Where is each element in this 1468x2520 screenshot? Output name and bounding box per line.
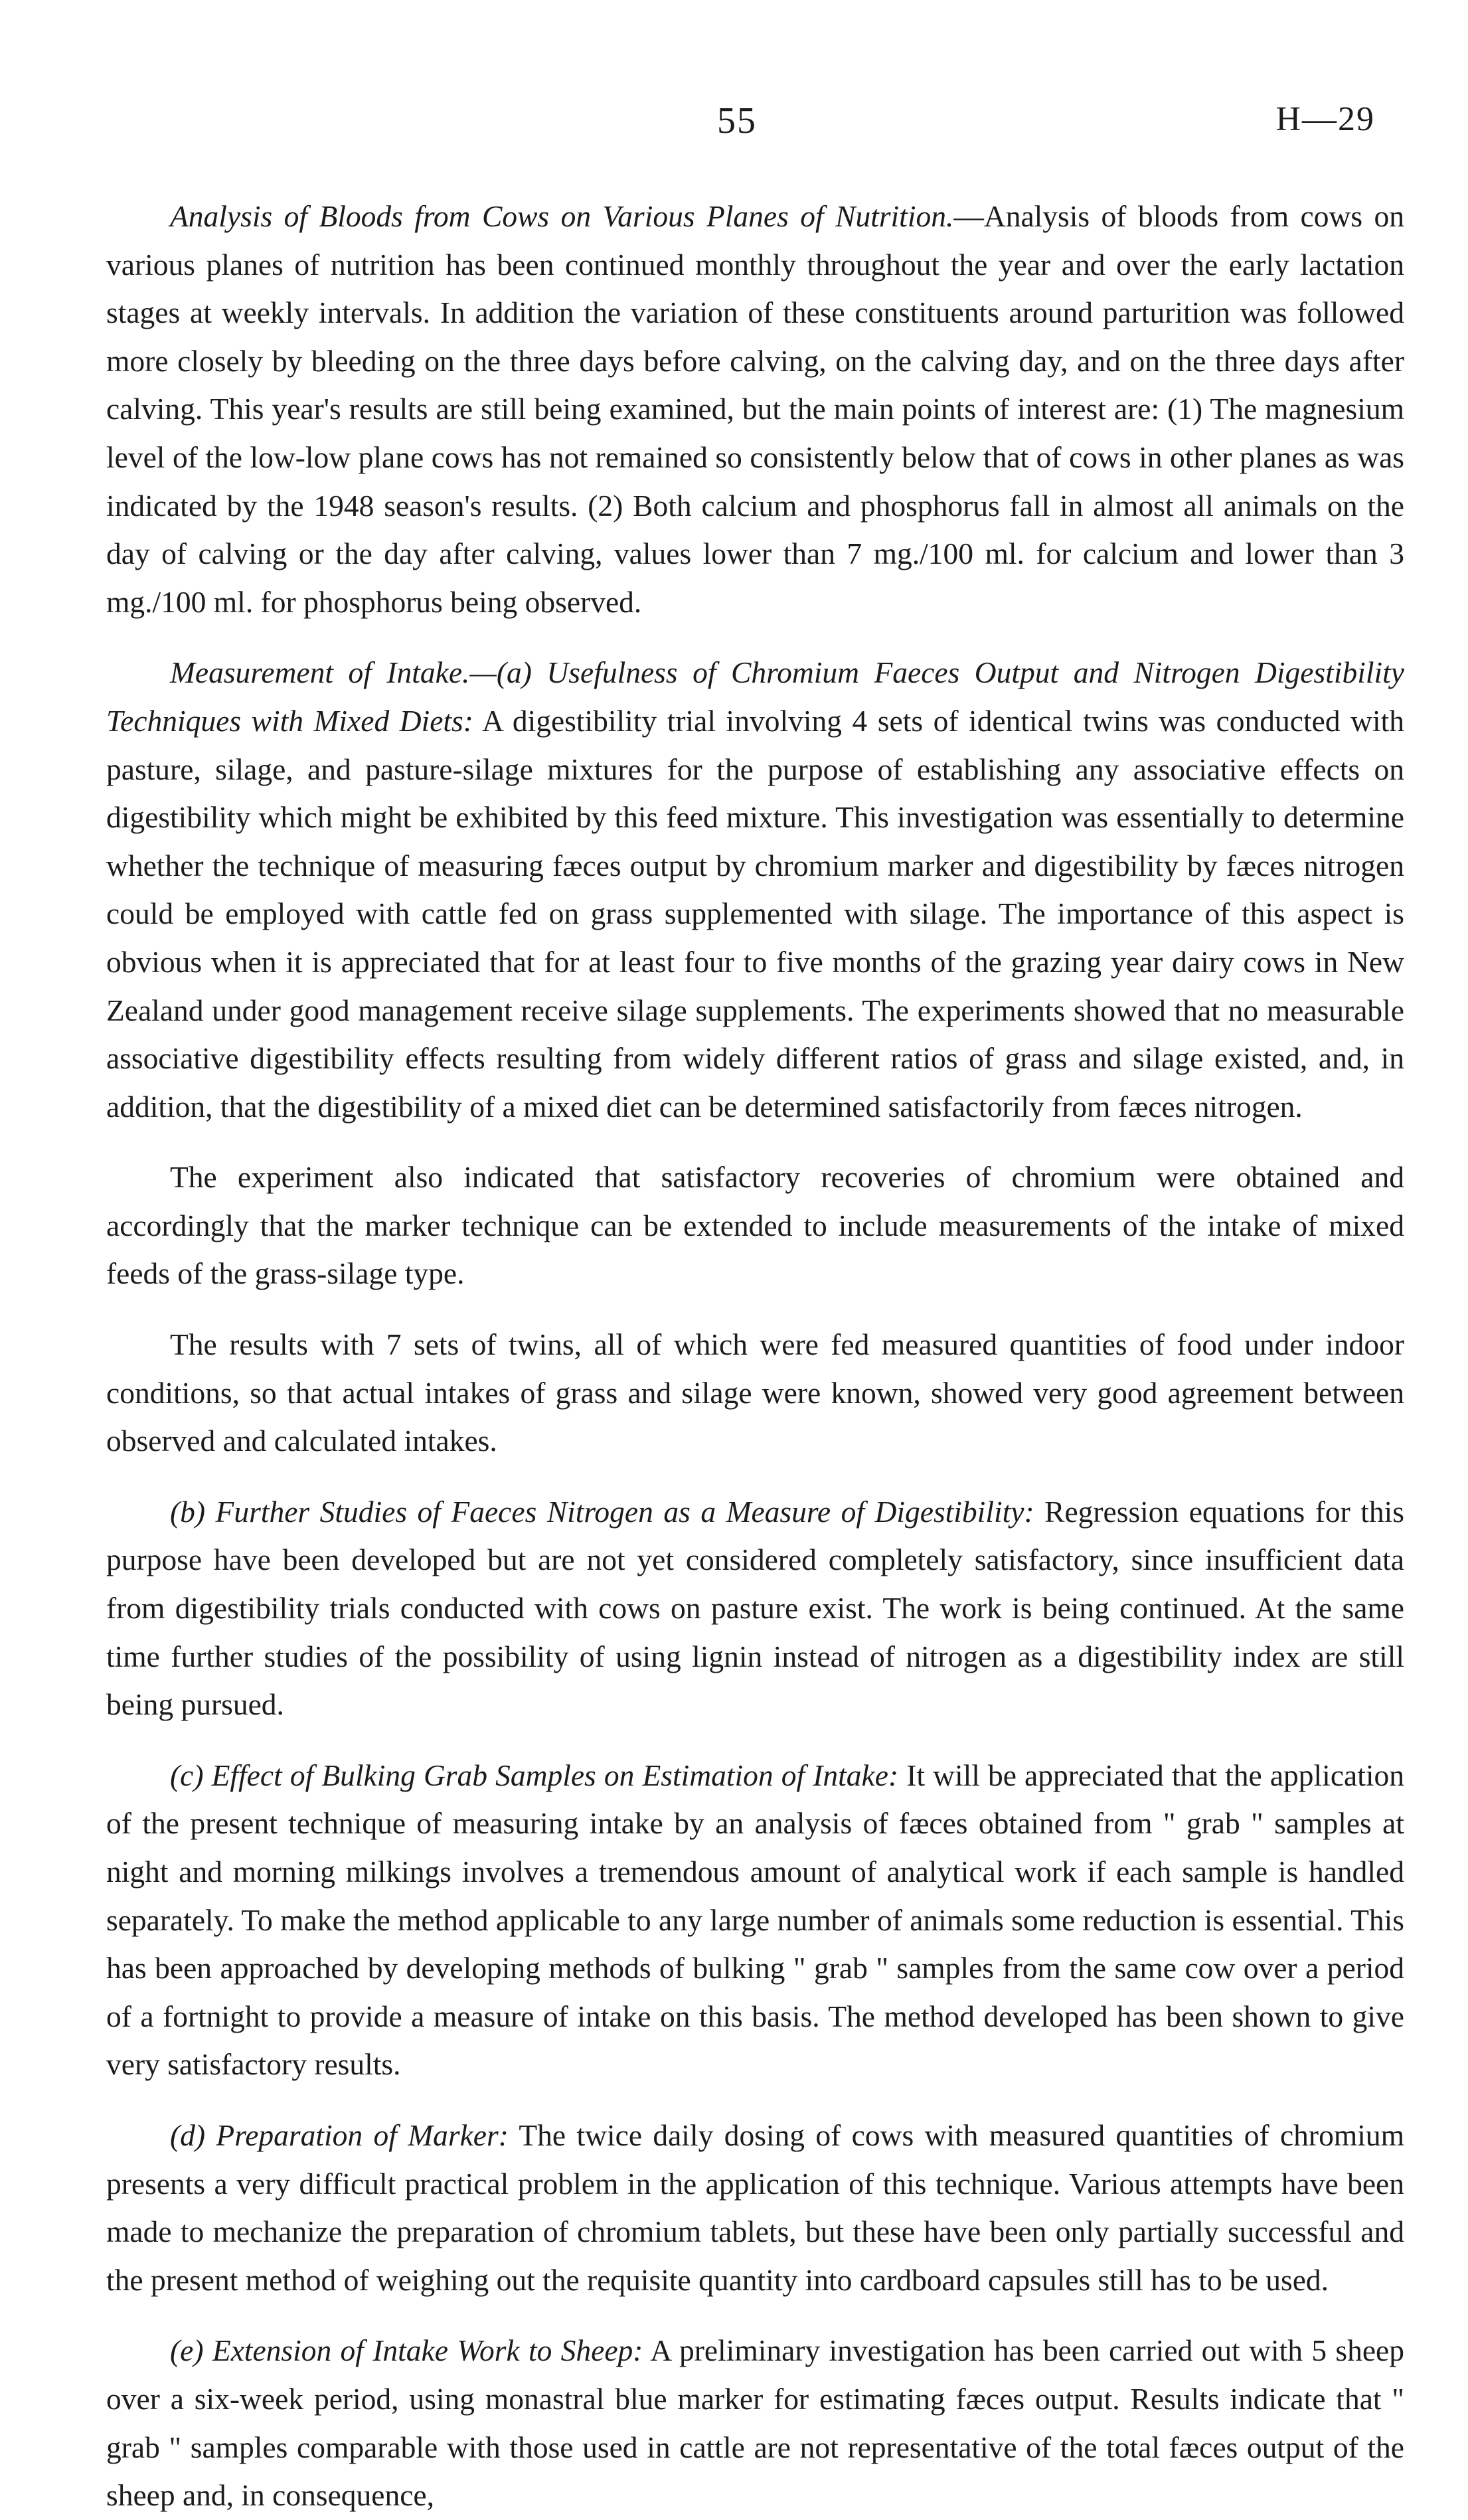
section-heading: Analysis of Bloods from Cows on Various Planes of Nutrition. [170, 199, 954, 233]
page-number: 55 [717, 100, 757, 141]
section-heading: (d) Preparation of Marker: [170, 2118, 509, 2152]
paragraph-text: A preliminary investigation has been carried out with 5 sheep over a six-week period, using monastral blue marker for estimating fæces output. Results indicate that " grab " samples comparable with those used in cattle are not representative of the total fæces output of the sheep and, in consequence, [106, 2333, 1404, 2513]
paragraph-text: The experiment also indicated that satisfactory recoveries of chromium were obtained and accordingly that the marker technique can be extended to include measurements of the intake of mixed feeds of the grass-silage type. [106, 1160, 1404, 1291]
paragraph-text: —Analysis of bloods from cows on various planes of nutrition has been continued monthly throughout the year and over the early lactation stages at weekly intervals. In addition the variation of these constituents around parturition was followed more closely by bleeding on the three days before calving, on the calving day, and on the three days after calving. This year's results are still being examined, but the main points of interest are: (1) The magnesium level of the low-low plane cows has not remained so consistently below that of cows in other planes as was indicated by the 1948 season's results. (2) Both calcium and phosphorus fall in almost all animals on the day of calving or the day after calving, values lower than 7 mg./100 ml. for calcium and lower than 3 mg./100 ml. for phosphorus being observed. [106, 199, 1404, 619]
paragraph-faeces-nitrogen [106, 1488, 1404, 1729]
section-heading: Measurement of Intake.—(a) Usefulness of Chromium Faeces Output and Nitrogen Digestibility Techniques with Mixed Diets: [106, 655, 1404, 738]
paragraph-text: Regression equations for this purpose have been developed but are not yet considered completely satisfactory, since insufficient data from digestibility trials conducted with cows on pasture exist. The work is being continued. At the same time further studies of the possibility of using lignin instead of nitrogen as a digestibility index are still being pursued. [106, 1494, 1404, 1722]
paragraph-bulking-grab-samples [106, 1752, 1404, 2089]
series-code: H—29 [1275, 100, 1375, 138]
section-heading: (e) Extension of Intake Work to Sheep: [170, 2333, 643, 2368]
paragraph-text: A digestibility trial involving 4 sets of identical twins was conducted with pasture, silage, and pasture-silage mixtures for the purpose of establishing any associative effects on digestibility which might be exhibited by this feed mixture. This investigation was essentially to determine whether the technique of measuring fæces output by chromium marker and digestibility by fæces nitrogen could be employed with cattle fed on grass supplemented with silage. The importance of this aspect is obvious when it is appreciated that for at least four to five months of the grazing year dairy cows in New Zealand under good management receive silage supplements. The experiments showed that no measurable associative digestibility effects resulting from widely different ratios of grass and silage existed, and, in addition, that the digestibility of a mixed diet can be determined satisfactorily from fæces nitrogen. [106, 703, 1404, 1124]
paragraph-intake-sheep [106, 2327, 1404, 2519]
page-header [0, 100, 1468, 153]
paragraph-preparation-of-marker [106, 2112, 1404, 2304]
paragraph-twins-results [106, 1321, 1404, 1466]
paragraph-text: The results with 7 sets of twins, all of which were fed measured quantities of food under indoor conditions, so that actual intakes of grass and silage were known, showed very good agreement between observed and calculated intakes. [106, 1327, 1404, 1458]
paragraph-chromium-recovery [106, 1153, 1404, 1298]
paragraph-blood-analysis [106, 193, 1404, 626]
section-heading: (c) Effect of Bulking Grab Samples on Estimation of Intake: [170, 1758, 899, 1792]
paragraph-measurement-of-intake [106, 649, 1404, 1131]
body-text [106, 193, 1404, 2520]
paragraph-text: It will be appreciated that the application of the present technique of measuring intake by an analysis of fæces obtained from " grab " samples at night and morning milkings involves a tremendous amount of analytical work if each sample is handled separately. To make the method applicable to any large number of animals some reduction is essential. This has been approached by developing methods of bulking " grab " samples from the same cow over a period of a fortnight to provide a measure of intake on this basis. The method developed has been shown to give very satisfactory results. [106, 1758, 1405, 2082]
paragraph-text: The twice daily dosing of cows with measured quantities of chromium presents a very difficult practical problem in the application of this technique. Various attempts have been made to mechanize the preparation of chromium tablets, but these have been only partially successful and the present method of weighing out the requisite quantity into cardboard capsules still has to be used. [106, 2118, 1404, 2297]
section-heading: (b) Further Studies of Faeces Nitrogen as a Measure of Digestibility: [170, 1494, 1034, 1529]
